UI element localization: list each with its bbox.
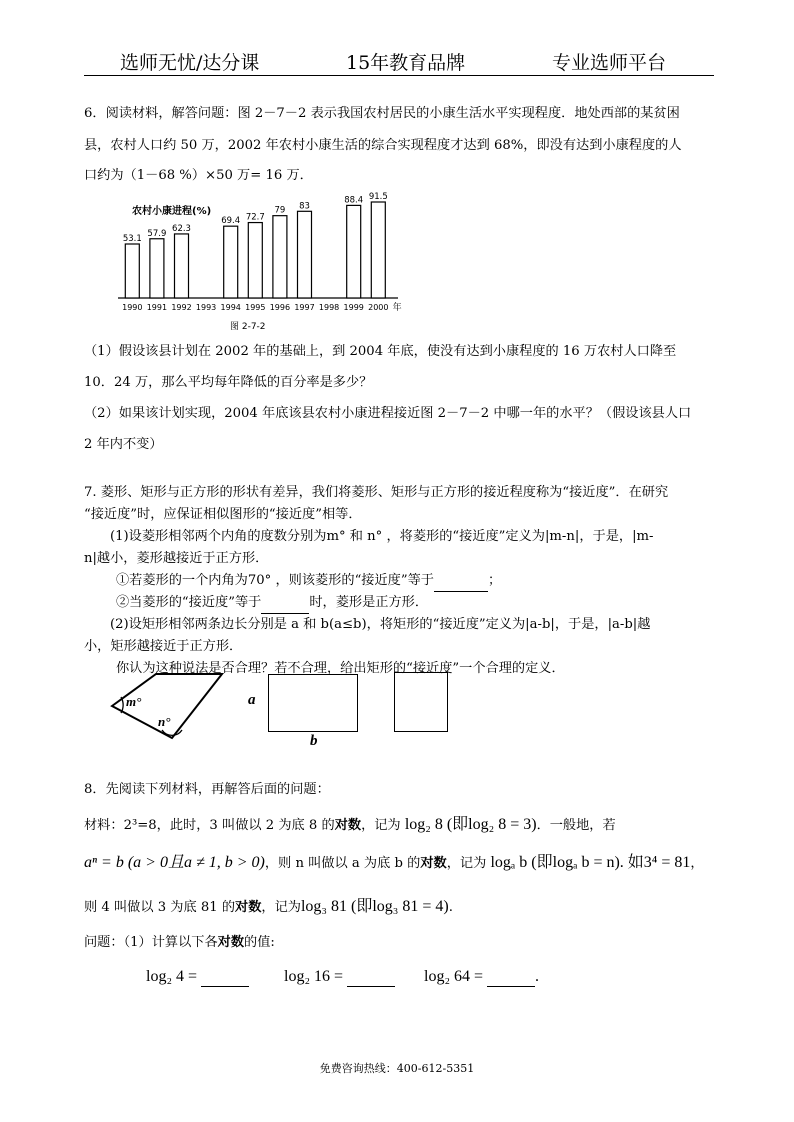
log2-4-expression: log₂ 4 = xyxy=(146,968,198,985)
q6-line1: 6．阅读材料，解答问题：图 2－7－2 表示我国农村居民的小康生活水平实现程度．地处西部的某贫困 xyxy=(84,106,680,121)
log-term-bold: 对数 xyxy=(420,856,447,871)
example-text: 则 4 叫做以 3 为底 81 的 xyxy=(84,900,236,915)
q6-sub1-line1: （1）假设该县计划在 2002 年的基础上，到 2004 年底，使没有达到小康程度的 16 万农村人口降至 xyxy=(84,344,677,359)
x-tick-label-1993: 1993 xyxy=(195,303,217,312)
q7-line6-end: 时，菱形是正方形． xyxy=(309,595,429,610)
q7-line2: “接近度”时，应保证相似图形的“接近度”相等． xyxy=(84,507,362,522)
log2-64-expression: log₂ 64 = xyxy=(424,968,484,985)
log2-16-expression: log₂ 16 = xyxy=(284,968,344,985)
bar-1995 xyxy=(248,223,262,298)
log-example-expression: log₂ 8 (即log₂ 8 = 3) xyxy=(404,816,537,833)
answer-blank-2[interactable] xyxy=(261,593,309,614)
q7-line8: 小，矩形越接近于正方形． xyxy=(84,639,243,654)
bar-value-label-1991: 57.9 xyxy=(147,228,167,239)
bar-value-label-1994: 69.4 xyxy=(221,216,241,227)
angle-m-label: m° xyxy=(126,694,142,709)
x-tick-label-1999: 1999 xyxy=(343,303,364,312)
bar-value-label-1996: 79 xyxy=(274,205,286,216)
bar-1997 xyxy=(298,211,312,298)
log2-64-answer-blank[interactable] xyxy=(487,968,535,987)
rectangle-figure xyxy=(268,674,358,732)
x-tick-label-1997: 1997 xyxy=(294,303,315,312)
log2-4-answer-blank[interactable] xyxy=(201,968,249,987)
log2-16-item xyxy=(284,968,395,987)
question-text: 问题：（1）计算以下各 xyxy=(84,935,218,950)
log2-4-item xyxy=(146,968,249,987)
q8-line1: 8．先阅读下列材料，再解答后面的问题： xyxy=(84,782,330,797)
x-tick-label-1990: 1990 xyxy=(122,303,143,312)
x-tick-label-1995: 1995 xyxy=(245,303,266,312)
rural-prosperity-bar-chart xyxy=(110,192,410,334)
side-b-label: b xyxy=(310,733,318,749)
q7-line4: n|越小，菱形越接近于正方形． xyxy=(84,551,269,566)
q7-line6-text: ②当菱形的“接近度”等于 xyxy=(116,595,262,610)
general-log-expression: logₐ b (即logₐ b = n) xyxy=(490,854,620,871)
material-tail-text: ．一般地，若 xyxy=(536,818,616,833)
header-divider xyxy=(84,75,714,76)
log2-64-item xyxy=(424,968,539,987)
header-platform: 专业选师平台 xyxy=(552,52,667,74)
x-tick-label-2000: 2000 xyxy=(368,303,389,312)
general-end: ， xyxy=(690,856,704,871)
log-term-bold: 对数 xyxy=(217,935,245,950)
q7-line5-text: ①若菱形的一个内角为70° ，则该菱形的“接近度”等于 xyxy=(116,573,434,588)
q8-general-line xyxy=(84,853,704,874)
q6-sub1-line2: 10．24 万，那么平均每年降低的百分率是多少？ xyxy=(84,375,373,390)
bar-2000 xyxy=(371,202,385,298)
bar-1999 xyxy=(347,205,361,298)
material-record-text: ，记为 xyxy=(361,818,401,833)
bar-1994 xyxy=(224,226,238,298)
bar-value-label-1995: 72.7 xyxy=(245,212,265,223)
bar-value-label-1997: 83 xyxy=(299,201,310,212)
bar-value-label-1990: 53.1 xyxy=(122,234,142,244)
q6-sub2-line1: （2）如果该计划实现，2004 年底该县农村小康进程接近图 2－7－2 中哪一年的水平？（假设该县人口 xyxy=(84,406,692,421)
q8-material-line xyxy=(84,815,616,836)
q7-line5-end: ； xyxy=(488,573,502,588)
material-label: 材料： xyxy=(84,818,124,833)
q7-line9: 你认为这种说法是否合理？若不合理，给出矩形的“接近度”一个合理的定义． xyxy=(116,661,565,676)
example-record-text: ，记为 xyxy=(261,900,301,915)
example-end: . xyxy=(448,900,453,915)
x-tick-label-1992: 1992 xyxy=(171,303,192,312)
q6-line3: 口约为（1－68 %）×50 万= 16 万． xyxy=(84,168,313,183)
log-term-bold: 对数 xyxy=(334,818,362,833)
bar-1990 xyxy=(125,244,139,298)
general-example-expression: . 如3⁴ = 81 xyxy=(619,854,691,871)
bar-1996 xyxy=(273,216,287,298)
q8-question-line xyxy=(84,933,275,953)
q7-line3: (1)设菱形相邻两个内角的度数分别为m° 和 n° ，将菱形的“接近度”定义为|m-n|，于是，|m- xyxy=(110,529,654,544)
side-a-label: a xyxy=(248,692,256,708)
x-tick-label-1998: 1998 xyxy=(318,303,340,312)
chart-title: 农村小康进程(%) xyxy=(132,206,212,217)
chart-caption: 图 2-7-2 xyxy=(230,322,266,332)
question-end-text: 的值: xyxy=(244,935,275,950)
x-tick-label-1991: 1991 xyxy=(146,303,168,312)
example-log-expression: log₃ 81 (即log₃ 81 = 4) xyxy=(300,898,449,915)
general-condition-expression: aⁿ = b (a > 0且a ≠ 1, b > 0) xyxy=(84,854,265,871)
rhombus-figure xyxy=(108,668,238,748)
square-figure xyxy=(394,672,448,732)
log-end: . xyxy=(535,968,540,985)
log2-16-answer-blank[interactable] xyxy=(347,968,395,987)
header-brand: 选师无忧/达分课 xyxy=(120,52,260,74)
header-slogan: 15年教育品牌 xyxy=(346,52,466,74)
bar-value-label-1992: 62.3 xyxy=(172,223,191,234)
q6-sub2-line2: 2 年内不变） xyxy=(84,437,163,452)
bar-1992 xyxy=(175,234,189,298)
x-tick-label-1994: 1994 xyxy=(220,303,241,312)
bar-value-label-1999: 88.4 xyxy=(344,195,364,206)
x-tick-label-1996: 1996 xyxy=(269,303,291,312)
log-term-bold: 对数 xyxy=(235,900,262,915)
material-power-text: 2³=8，此时，3 叫做以 2 为底 8 的 xyxy=(123,818,335,833)
q7-line5 xyxy=(116,571,501,592)
footer-hotline: 免费咨询热线：400-612-5351 xyxy=(319,1062,475,1075)
angle-n-label: n° xyxy=(158,714,171,729)
bar-1991 xyxy=(150,239,164,298)
general-mid-text: ，则 n 叫做以 a 为底 b 的 xyxy=(264,856,421,871)
q7-line6 xyxy=(116,593,428,614)
bar-value-label-2000: 91.5 xyxy=(368,192,388,202)
q7-line1: 7. 菱形、矩形与正方形的形状有差异，我们将菱形、矩形与正方形的接近程度称为“接近度”．在研究 xyxy=(84,485,669,500)
q7-line7: (2)设矩形相邻两条边长分别是 a 和 b(a≤b)，将矩形的“接近度”定义为|a-b|，于是，|a-b|越 xyxy=(110,617,651,632)
answer-blank-1[interactable] xyxy=(434,571,488,592)
q6-line2: 县，农村人口约 50 万，2002 年农村小康生活的综合实现程度才达到 68%，即没有达到小康程度的人 xyxy=(84,138,682,153)
general-record-text: ，记为 xyxy=(446,856,487,871)
q8-example-line xyxy=(84,897,453,918)
x-unit-label: 年 xyxy=(392,303,402,313)
